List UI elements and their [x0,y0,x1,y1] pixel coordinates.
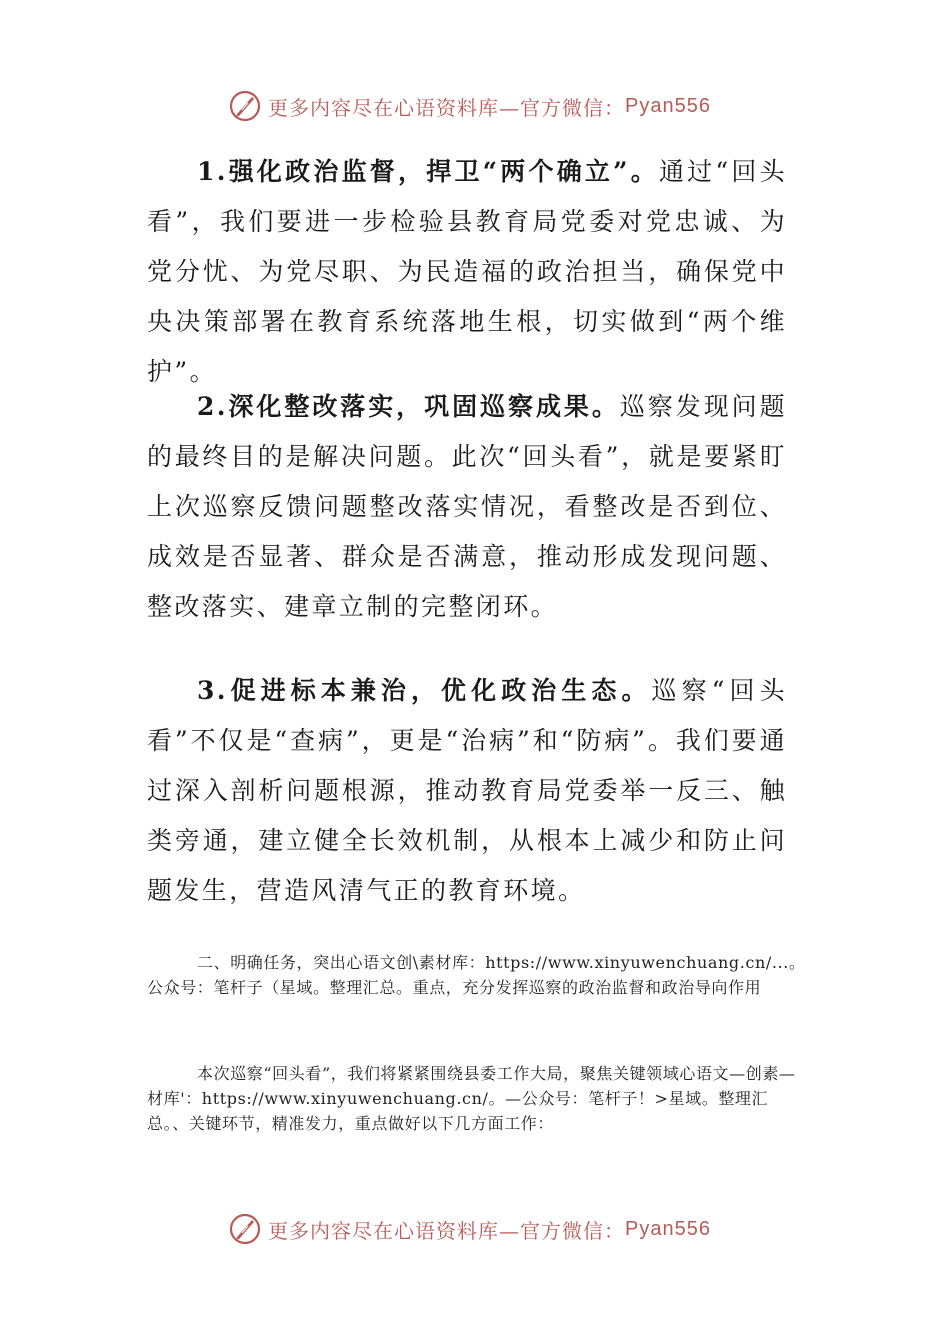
banner-wechat-id: Pyan556 [625,94,711,117]
banner-content [228,84,711,128]
paragraph-1-body: 通过“回头看”，我们要进一步检验县教育局党委对党忠诚、为党分忧、为党尽职、为民造福的政治担当，确保党中央决策部署在教育系统落地生根，切实做到“两个维护”。 [147,157,788,386]
paragraph-1-lead: 1.强化政治监督，捍卫“两个确立”。 [197,157,659,186]
footer-banner-text: 更多内容尽在心语资料库—官方微信： [268,1218,625,1243]
paragraph-2-body: 巡察发现问题的最终目的是解决问题。此次“回头看”，就是要紧盯上次巡察反馈问题整改落实情况，看整改是否到位、成效是否显著、群众是否满意，推动形成发现问题、整改落实、建章立制的完整闭环。 [147,392,788,621]
paragraph-2 [147,382,787,632]
paragraph-3 [147,666,787,916]
small-paragraph-1 [147,950,807,1000]
small-paragraph-1-text: 二、明确任务，突出心语文创\素材库：https://www.xinyuwenchuang.cn/...。公众号：笔杆子（星域。整理汇总。重点，充分发挥巡察的政治监督和政治导向作用 [147,953,806,997]
small-paragraph-2 [147,1061,807,1136]
quill-pen-logo-icon [228,1212,262,1246]
footer-banner-content [228,1207,711,1251]
small-paragraph-2-text: 本次巡察“回头看”，我们将紧紧围绕县委工作大局，聚焦关键领域心语文—创素—材库'：https://www.xinyuwenchuang.cn/。—公众号：笔杆子！>星域。整理汇总。、关键环节，精准发力，重点做好以下几方面工作： [147,1064,796,1133]
quill-pen-logo-icon [228,89,262,123]
footer-banner [0,1207,950,1251]
header-banner [0,84,950,128]
paragraph-3-body: 巡察“回头看”不仅是“查病”，更是“治病”和“防病”。我们要通过深入剖析问题根源，推动教育局党委举一反三、触类旁通，建立健全长效机制，从根本上减少和防止问题发生，营造风清气正的教育环境。 [147,676,788,905]
paragraph-3-lead: 3.促进标本兼治，优化政治生态。 [197,676,652,705]
paragraph-1 [147,147,787,397]
footer-banner-wechat-id: Pyan556 [625,1217,711,1240]
banner-text: 更多内容尽在心语资料库—官方微信： [268,95,625,120]
paragraph-2-lead: 2.深化整改落实，巩固巡察成果。 [197,392,620,421]
